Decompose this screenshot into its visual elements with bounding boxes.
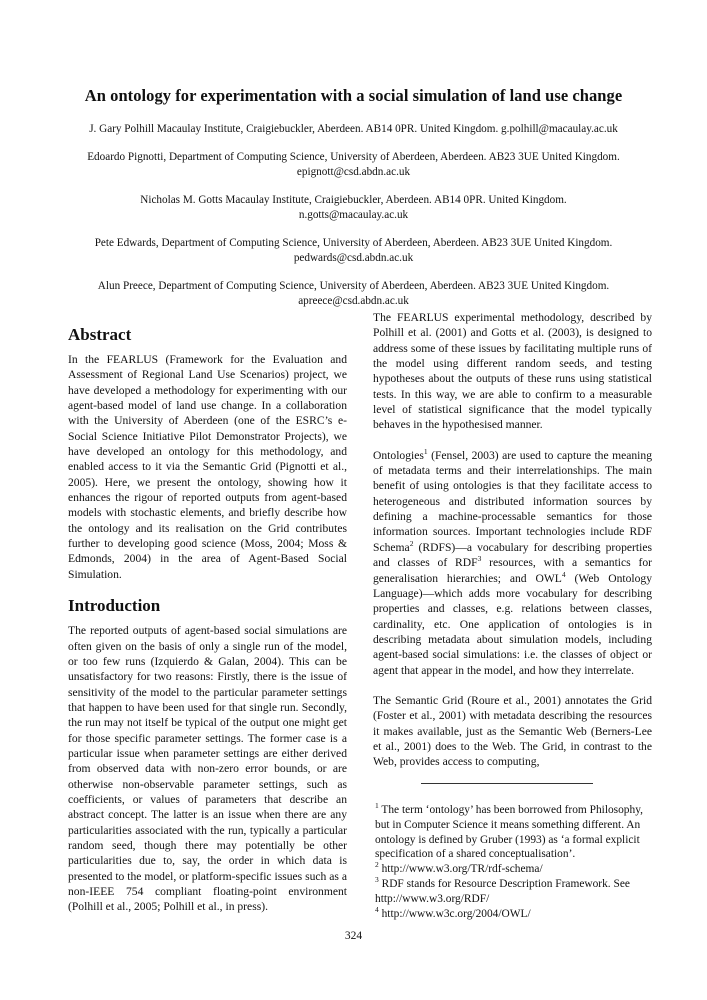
author-entry xyxy=(40,236,667,266)
author-affiliation: Alun Preece, Department of Computing Science, University of Aberdeen, Aberdeen. AB23 3UE United Kingdom. xyxy=(97,280,610,292)
text-span: (RDFS)—a vocabulary for describing properties and classes of RDF xyxy=(373,540,652,570)
text-span: resources, with a semantics for generalisation hierarchies; and OWL xyxy=(373,556,652,585)
author-list xyxy=(40,122,667,322)
footnote-1 xyxy=(375,803,655,862)
footnote-number: 4 xyxy=(375,904,379,914)
author-entry xyxy=(40,122,667,137)
author-email: pedwards@csd.abdn.ac.uk xyxy=(293,252,414,264)
abstract-text: In the FEARLUS (Framework for the Evaluation and Assessment of Regional Land Use Scenarios) project, we have developed a methodology for experimenting with our agent-based model of land use change. In a collaboration with the University of Aberdeen (one of the ESRC’s e-Social Science Initiative Pilot Demonstrator Projects), we have developed an ontology for this methodology, and enabled access to it via the Semantic Grid (Pignotti et al., 2005). Here, we present the ontology, showing how it enhances the rigour of reported outputs from agent-based models with stochastic elements, and briefly describe how the ontology and its realisation on the Grid contributes further to developing good science (Moss, 2004; Moss & Edmonds, 2004) in the area of Agent-Based Social Simulation. xyxy=(68,353,347,581)
introduction-paragraph-4: The Semantic Grid (Roure et al., 2001) annotates the Grid (Foster et al., 2001) with metadata describing the resources it makes available, just as the Semantic Web (Berners-Lee et al., 2001) does to the Web. The Grid, in contrast to the Web, provides access to computing, xyxy=(373,693,652,769)
footnote-number: 3 xyxy=(375,875,379,885)
footnote-divider xyxy=(421,783,593,784)
footnote-ref: 1 xyxy=(423,446,428,456)
footnote-number: 2 xyxy=(375,860,379,870)
footnote-4 xyxy=(375,904,655,922)
author-entry xyxy=(40,193,667,223)
abstract-heading: Abstract xyxy=(68,325,132,344)
author-affiliation: Nicholas M. Gotts Macaulay Institute, Craigiebuckler, Aberdeen. AB14 0PR. United Kingdom. xyxy=(140,194,567,206)
footnote-2 xyxy=(375,862,655,877)
left-column xyxy=(68,325,347,915)
introduction-paragraph-3 xyxy=(373,448,652,678)
author-affiliation: Edoardo Pignotti, Department of Computing Science, University of Aberdeen, Aberdeen. AB23 3UE United Kingdom. xyxy=(87,151,620,163)
introduction-paragraph-2: The FEARLUS experimental methodology, described by Polhill et al. (2001) and Gotts et al. (2003), is designed to address some of these issues by facilitating multiple runs of the model using different random seeds, and testing hypotheses about the outputs of these runs using statistical tests. In this way, we are able to confirm to a measurable level of statistical significance that the model typically behaves in the hypothesised manner. xyxy=(373,311,652,432)
text-span: (Fensel, 2003) are used to capture the meaning of metadata terms and their interrelationships. The main benefit of using ontologies is that they facilitate access to heterogeneous and distributed information sources by defining a machine-processable semantics for those information sources. Important technologies include RDF Schema xyxy=(373,448,652,554)
footnote-ref: 4 xyxy=(561,569,566,579)
author-email: apreece@csd.abdn.ac.uk xyxy=(298,295,409,307)
introduction-paragraph-1: The reported outputs of agent-based social simulations are often given on the basis of only a single run of the model, or too few runs (Izquierdo & Galan, 2004). This can be unsatisfactory for two reasons: Firstly, there is the issue of sensitivity of the model to the particular parameter settings that happen to have been used for that single run. Secondly, the run may not itself be typical of the output one might get for those specific parameter settings. The former case is a particular issue when parameter settings are either derived from observed data with non-zero error bounds, or are otherwise non-observable parameter settings, such as coefficients, or values of parameters that describe an abstract concept. The latter is an issue when there are any particularities associated with the run, typically a particular random seed, though there may potentially be other particularities due to, say, the order in which data is presented to the model, or platform-specific issues such as a non-IEEE 754 compliant floating-point environment (Polhill et al., 2005; Polhill et al., in press). xyxy=(68,624,347,914)
footnote-text: RDF stands for Resource Description Framework. See http://www.w3.org/RDF/ xyxy=(375,877,630,905)
text-span: (Web Ontology Language)—which adds more vocabulary for describing properties and classes, e.g. relations between classes, cardinality, etc. One application of ontologies is in describing metadata about simulation models, including agent-based social simulations: i.e. the classes of object or agent that appear in the model, and how they interrelate. xyxy=(373,571,652,677)
paper-title: An ontology for experimentation with a social simulation of land use change xyxy=(84,86,623,105)
footnote-text: The term ‘ontology’ has been borrowed from Philosophy, but in Computer Science it means something different. An ontology is defined by Gruber (1993) as ‘a formal explicit specification of a shared conceptualisation’. xyxy=(375,804,644,861)
author-email: n.gotts@macaulay.ac.uk xyxy=(298,209,409,221)
author-email: epignott@csd.abdn.ac.uk xyxy=(296,166,411,178)
footnote-ref: 3 xyxy=(477,554,482,564)
footnote-text: http://www.w3.org/TR/rdf-schema/ xyxy=(378,863,543,876)
introduction-heading: Introduction xyxy=(68,596,161,616)
author-entry xyxy=(40,150,667,180)
page-number: 324 xyxy=(344,930,363,942)
author-affiliation: J. Gary Polhill Macaulay Institute, Craigiebuckler, Aberdeen. AB14 0PR. United Kingdom. g.polhill@macaulay.ac.uk xyxy=(89,123,618,135)
footnotes xyxy=(375,803,655,921)
footnote-ref: 2 xyxy=(409,538,414,548)
author-affiliation: Pete Edwards, Department of Computing Science, University of Aberdeen, Aberdeen. AB23 3UE United Kingdom. xyxy=(94,237,613,249)
footnote-text: http://www.w3c.org/2004/OWL/ xyxy=(378,907,531,920)
footnote-3 xyxy=(375,877,655,907)
text-span: Ontologies xyxy=(373,448,424,462)
author-entry xyxy=(40,279,667,309)
footnote-number: 1 xyxy=(375,801,379,811)
right-column xyxy=(373,310,652,770)
